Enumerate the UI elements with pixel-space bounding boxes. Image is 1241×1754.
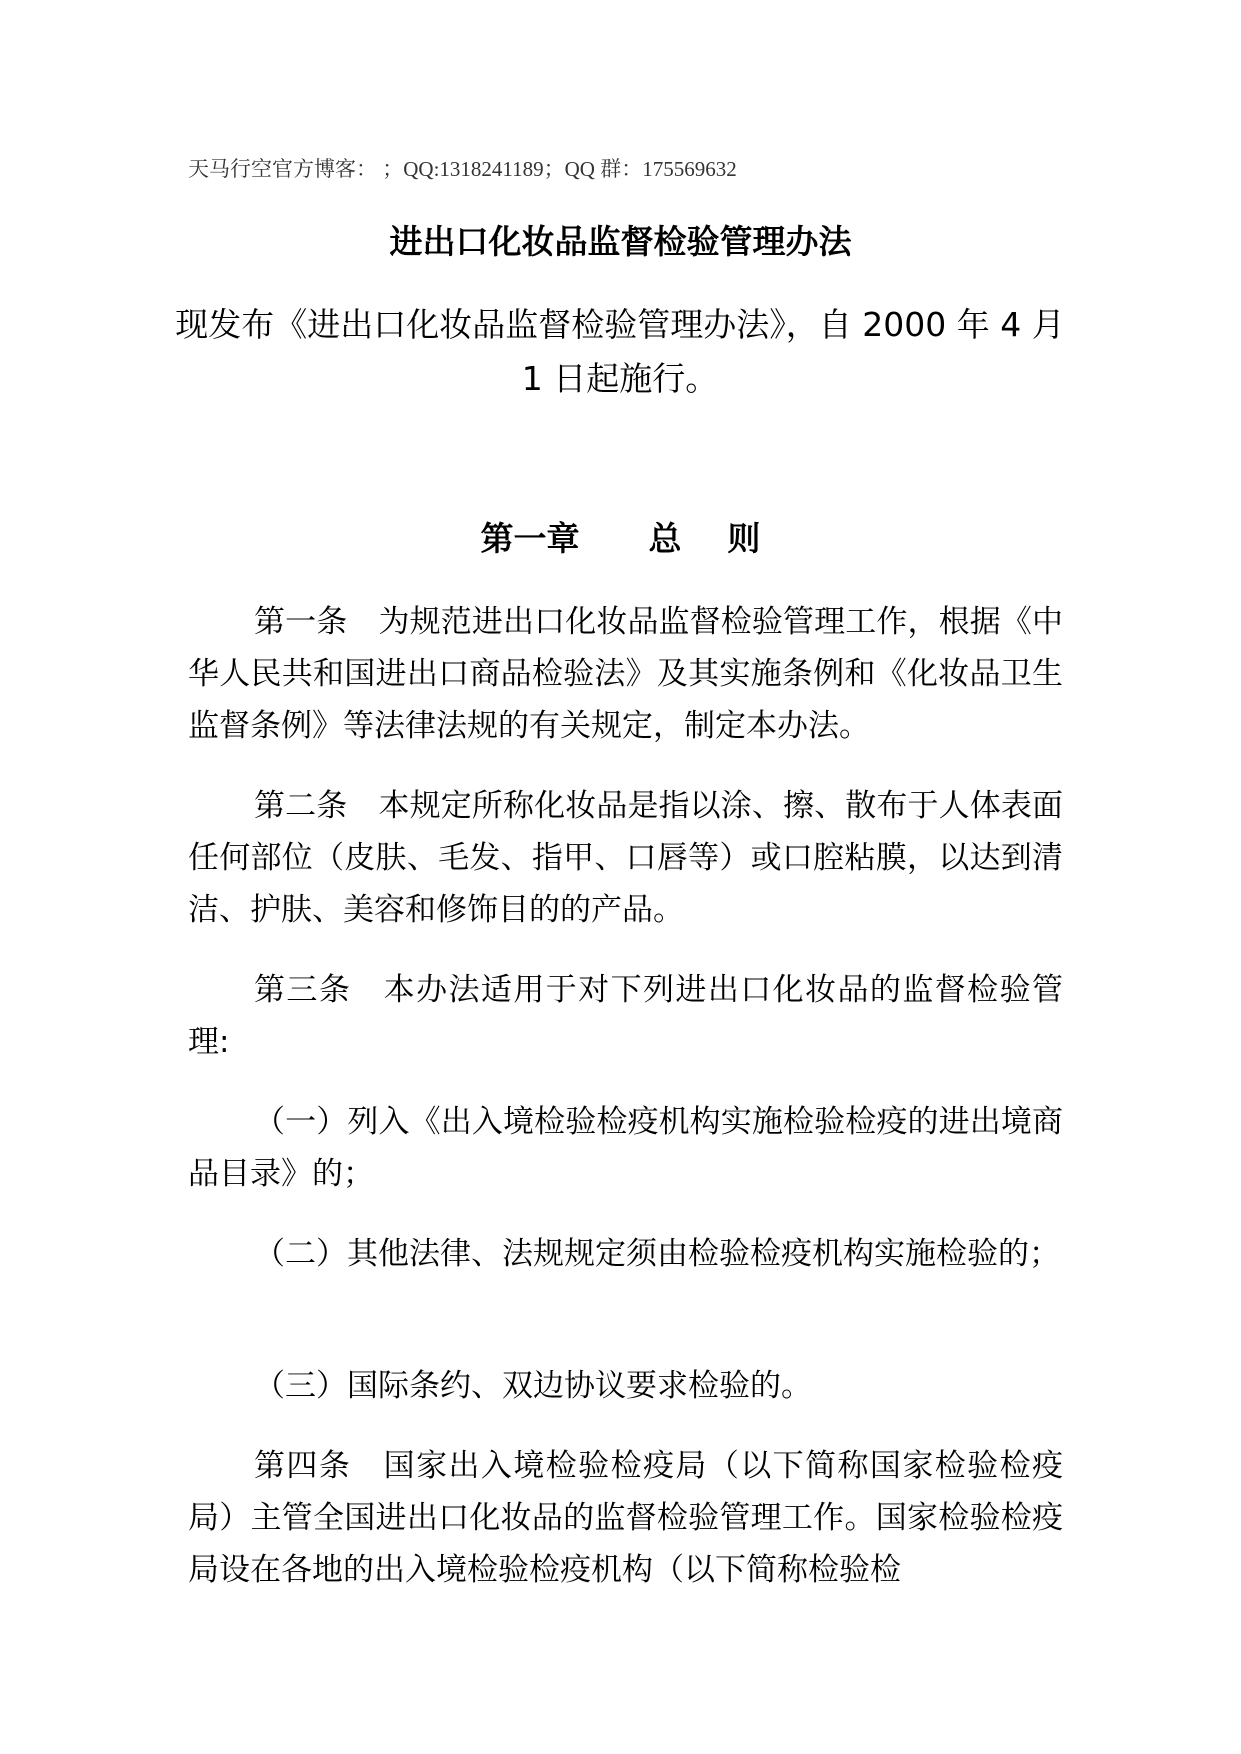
article-4: 第四条 国家出入境检验检疫局（以下简称国家检验检疫局）主管全国进出口化妆品的监督检验管理工作。国家检验检疫局设在各地的出入境检验检疫机构（以下简称检验检 — [188, 1448, 1063, 1588]
article-3-item-2: （二）其他法律、法规规定须由检验检疫机构实施检验的； — [254, 1236, 1060, 1272]
intro-paragraph: 现发布《进出口化妆品监督检验管理办法》，自 2000 年 4 月 1 日起施行。 — [175, 305, 1065, 398]
article-1: 第一条 为规范进出口化妆品监督检验管理工作，根据《中华人民共和国进出口商品检验法》及其实施条例和《化妆品卫生监督条例》等法律法规的有关规定，制定本办法。 — [188, 604, 1063, 744]
article-3: 第三条 本办法适用于对下列进出口化妆品的监督检验管理: — [188, 972, 1063, 1060]
chapter-heading: 第一章 总 则 — [480, 519, 761, 558]
article-3-item-3: （三）国际条约、双边协议要求检验的。 — [254, 1368, 812, 1404]
article-2: 第二条 本规定所称化妆品是指以涂、擦、散布于人体表面任何部位（皮肤、毛发、指甲、口唇等）或口腔粘膜，以达到清洁、护肤、美容和修饰目的的产品。 — [188, 788, 1063, 928]
header-contact-line: 天马行空官方博客： ；QQ:1318241189；QQ 群：175569632 — [188, 157, 737, 181]
article-3-item-1: （一）列入《出入境检验检疫机构实施检验检疫的进出境商品目录》的； — [188, 1104, 1063, 1192]
document-title: 进出口化妆品监督检验管理办法 — [389, 222, 852, 261]
